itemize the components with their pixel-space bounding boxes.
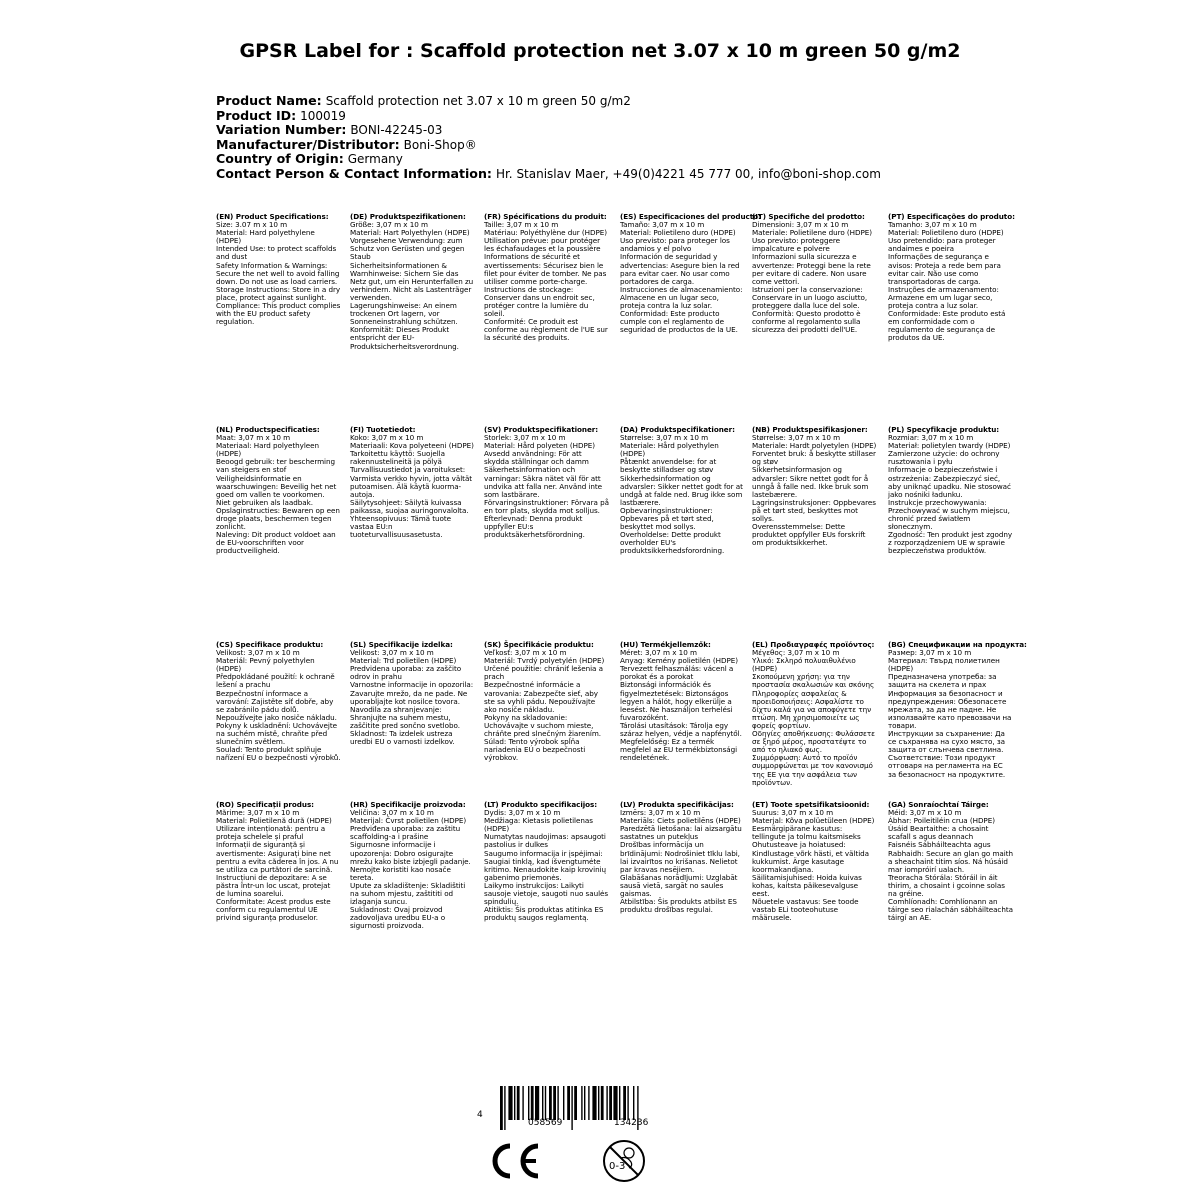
spec-line: Size: 3.07 m x 10 m [216, 220, 288, 230]
spec-line: Opbevaringsinstruktioner: Opbevares på et tørt sted, beskyttet mod sollys. [620, 505, 714, 532]
barcode-bar [609, 1086, 612, 1120]
spec-line: Forventet bruk: å beskytte stillaser og støv [752, 449, 876, 467]
spec-line: Paredzētā lietošana: lai aizsargātu sastatnes un putekļus [620, 824, 742, 842]
spec-line: Materiale: Polietilene duro (HDPE) [752, 228, 873, 238]
spec-line: Yhteensopivuus: Tämä tuote vastaa EU:n tuoteturvallisuusasetusta. [350, 514, 452, 540]
spec-line: Treoracha Stórála: Stóráil in áit thirim, a chosaint i gcoinne solas na gréine. [888, 872, 1005, 899]
spec-line: Koko: 3,07 m x 10 m [350, 433, 424, 443]
spec-line: Materiaali: Kova polyeteeni (HDPE) [350, 441, 474, 451]
spec-line: Storlek: 3,07 m x 10 m [484, 433, 566, 443]
barcode-first-digit: 4 [477, 1110, 483, 1120]
spec-line: Intended Use: to protect scaffolds and dust [216, 244, 337, 262]
spec-line: Informações de segurança e avisos: Proteja a rede bem para evitar cair. Não use como transportadoras de carga. [888, 252, 1001, 286]
info-product-id: Product ID: 100019 [216, 107, 346, 123]
spec-line: Información de seguridad y advertencias: Asegure bien la red para evitar caer. No usar como portadores de carga. [620, 252, 740, 286]
spec-line: Megfelelőség: Ez a termék megfelel az EU termékbiztonsági rendeletének. [620, 737, 738, 763]
spec-line: Velikost: 3,07 m x 10 m [350, 648, 434, 658]
spec-line: Glabāšanas norādījumi: Uzglabāt sausā vietā, sargāt no saules gaismas. [620, 872, 738, 899]
spec-line: Úsáid Beartaithe: a chosaint scafall s agus deannach [888, 824, 989, 842]
spec-block [888, 213, 1013, 343]
spec-line: Veľkosť: 3,07 m x 10 m [484, 648, 567, 658]
info-country-of-origin: Country of Origin: Germany [216, 151, 403, 167]
spec-line: Οδηγίες αποθήκευσης: Φυλάσσετε σε ξηρό μέρος, προστατέψτε το από το ηλιακό φως. [752, 729, 875, 755]
spec-line: Méid: 3,07 m x 10 m [888, 808, 962, 818]
spec-line: Instructions de stockage: Conserver dans un endroit sec, protéger contre la lumière du soleil. [484, 284, 595, 319]
age-range-text: 0-3 [609, 1161, 626, 1172]
spec-line: Pokyny na skladovanie: Uchovávajte v suchom mieste, chráňte pred slnečným žiarením. [484, 712, 602, 739]
spec-line: Veličina: 3,07 m x 10 m [350, 808, 434, 818]
spec-line: Beoogd gebruik: ter bescherming van steigers en stof [216, 457, 336, 475]
spec-line: Eesmärgipärane kasutus: tellingute ja tolmu kaitsmiseks [752, 824, 861, 842]
barcode-bar [545, 1086, 546, 1120]
spec-line: Biztonsági információk és figyelmeztetések: Biztonságos legyen a hálót, hogy elkerülje a leesést. Ne használjon terhelési fuvarozóként. [620, 680, 733, 722]
spec-line: Μέγεθος: 3,07 m x 10 m [752, 648, 840, 658]
spec-line: Tervezett felhasználás: vácenl a porokat és a porokat [620, 664, 734, 682]
spec-heading: (LV) Produkta specifikācijas: [620, 800, 734, 809]
spec-line: Sikkerhedsinformation og advarsler: Sikker nettet godt for at undgå at falde ned. Brug ikke som lastbærere. [620, 473, 743, 507]
spec-line: Säilitamisjuhised: Hoida kuivas kohas, kaitsta päikesevalguse eest. [752, 872, 862, 899]
spec-heading: (GA) Sonraíochtaí Táirge: [888, 800, 989, 809]
spec-line: Съответствие: Този продукт отговаря на регламента на ЕС за безопасност на продуктите. [888, 753, 1006, 779]
spec-line: Konformität: Dieses Produkt entspricht der EU-Produktsicherheitsverordnung. [350, 325, 459, 351]
barcode [470, 1086, 730, 1136]
barcode-bar [623, 1086, 626, 1120]
spec-line: Instrucciones de almacenamiento: Almacene en un lugar seco, proteja contra la luz solar. [620, 284, 743, 311]
spec-line: Uso previsto: para proteger los andamios y el polvo [620, 236, 730, 254]
barcode-bar [592, 1086, 596, 1120]
spec-block [350, 213, 475, 351]
spec-heading: (FR) Spécifications du produit: [484, 212, 607, 221]
spec-line: Material: Polietilenă dură (HDPE) [216, 816, 332, 826]
spec-line: Overensstemmelse: Dette produktet oppfyller EUs forskrift om produktsikkerhet. [752, 522, 866, 548]
spec-line: Predvidena uporaba: za zaščito odrov in prahu [350, 664, 462, 682]
barcode-bar [542, 1086, 543, 1120]
spec-line: Medžiaga: Kietasis polietilenas (HDPE) [484, 816, 593, 834]
spec-heading: (HU) Termékjellemzők: [620, 640, 711, 649]
spec-heading: (PT) Especificações do produto: [888, 212, 1015, 221]
spec-line: Informații de siguranță și avertismente: Asigurați bine net pentru a evita căderea în jos. A nu se utiliza ca purtători de sarcină. [216, 840, 339, 874]
spec-line: Informazioni sulla sicurezza e avvertenze: Proteggi bene la rete per evitare di cadere. Non usare come vettori. [752, 252, 871, 286]
spec-heading: (LT) Produkto specifikacijos: [484, 800, 598, 809]
spec-heading: (CS) Specifikace produktu: [216, 640, 324, 649]
barcode-bar [508, 1086, 512, 1120]
spec-block [350, 801, 475, 931]
spec-line: Materijal: Čvrst polietilen (HDPE) [350, 816, 467, 826]
spec-line: Vorgesehene Verwendung: zum Schutz von Gerüsten und gegen Staub [350, 236, 465, 262]
info-contact: Contact Person & Contact Information: Hr. Stanislav Maer, +49(0)4221 45 777 00, info@boni-shop.com [216, 165, 881, 181]
barcode-bar [601, 1086, 604, 1120]
spec-line: Materiál: Pevný polyethylen (HDPE) [216, 656, 315, 674]
spec-line: Lagringsinstruksjoner: Oppbevares på et tørt sted, beskyttes mot sollys. [752, 497, 876, 524]
spec-block [752, 213, 877, 334]
spec-line: Overholdelse: Dette produkt overholder EU's produktsikkerhedsforordning. [620, 530, 725, 556]
barcode-bar [606, 1086, 607, 1120]
info-manufacturer: Manufacturer/Distributor: Boni-Shop® [216, 136, 477, 152]
spec-heading: (HR) Specifikacije proizvoda: [350, 800, 466, 809]
spec-line: Comhlíonadh: Comhlíonann an táirge seo rialachán sábháilteachta táirgí an AE. [888, 897, 1013, 923]
spec-line: Materiāls: Ciets polietilēns (HDPE) [620, 816, 741, 826]
spec-line: Material: Polietileno duro (HDPE) [620, 228, 736, 238]
barcode-bar [567, 1086, 570, 1120]
barcode-bar [531, 1086, 534, 1120]
spec-line: Veiligheidsinformatie en waarschuwingen: Beveilig het net goed om vallen te voorkomen. Niet gebruiken als laadbak. [216, 473, 337, 507]
spec-line: Sukladnost: Ovaj proizvod zadovoljava uredbu EU-a o sigurnosti proizvoda. [350, 905, 446, 931]
spec-line: Utilizare intenționată: pentru a proteja schelele și praful [216, 824, 326, 842]
spec-line: Materiale: Hardt polyetylen (HDPE) [752, 441, 877, 451]
barcode-bar [522, 1086, 523, 1120]
spec-heading: (SL) Specifikacije izdelka: [350, 640, 453, 649]
barcode-bar [571, 1086, 572, 1130]
spec-line: Zgodność: Ten produkt jest zgodny z rozporządzeniem UE w sprawie bezpieczeństwa produktów. [888, 530, 1013, 556]
barcode-bar [535, 1086, 539, 1120]
spec-line: Informacje o bezpieczeństwie i ostrzeżenia: Zabezpieczyć sieć, aby uniknąć upadku. Nie stosować jako nośniki ładunku. [888, 465, 1011, 499]
spec-block [216, 426, 341, 556]
spec-heading: (SK) Špecifikácie produktu: [484, 640, 594, 649]
spec-line: Numatytas naudojimas: apsaugoti pastolius ir dulkes [484, 832, 606, 850]
spec-line: Bezpečnostné informácie a varovania: Zabezpečte sieť, aby ste sa vyhli pádu. Nepoužívajte ako nosiče nákladu. [484, 680, 598, 714]
spec-line: Материал: Твърд полиетилен (HDPE) [888, 656, 1000, 674]
spec-line: Dydis: 3,07 m x 10 m [484, 808, 561, 818]
spec-line: Istruzioni per la conservazione: Conservare in un luogo asciutto, proteggere dalla luce del sole. [752, 284, 868, 311]
spec-line: Anyag: Kemény polietilén (HDPE) [620, 656, 739, 666]
spec-line: Pokyny k uskladnění: Uchovávejte na suchém místě, chraňte před slunečním světlem. [216, 720, 337, 747]
spec-line: Skladnost: Ta izdelek ustreza uredbi EU o varnosti izdelkov. [350, 729, 455, 747]
spec-block [484, 641, 609, 762]
spec-line: Информация за безопасност и предупреждения: Обезопасете мрежата, за да не падне. Не използвайте като превозвачи на товари. [888, 688, 1012, 730]
barcode-bar [500, 1086, 503, 1130]
spec-line: Maat: 3,07 m x 10 m [216, 433, 291, 443]
spec-block [752, 426, 877, 547]
spec-heading: (EN) Product Specifications: [216, 212, 329, 221]
spec-line: Storage Instructions: Store in a dry place, protect against sunlight. [216, 284, 341, 302]
barcode-bar [633, 1086, 634, 1120]
spec-line: Material: Hård polyeten (HDPE) [484, 441, 596, 451]
barcode-bar [528, 1086, 529, 1120]
spec-line: Conformidad: Este producto cumple con el reglamento de seguridad de productos de la UE. [620, 309, 738, 335]
info-variation-number: Variation Number: BONI-42245-03 [216, 122, 443, 138]
spec-line: Uso pretendido: para proteger andaimes e poeira [888, 236, 996, 254]
spec-line: Informations de sécurité et avertissements: Sécurisez bien le filet pour éviter de tomber. Ne pas utiliser comme porte-charge. [484, 252, 607, 286]
spec-line: Instrukcje przechowywania: Przechowywać w suchym miejscu, chronić przed światłem słonecznym. [888, 497, 1010, 532]
barcode-bar [619, 1086, 620, 1120]
spec-line: Ohutusteave ja hoiatused: Kindlustage võrk hästi, et vältida kukkumist. Ärge kasutage koormakandjana. [752, 840, 870, 874]
spec-heading: (ET) Toote spetsifikatsioonid: [752, 800, 870, 809]
spec-line: Předpokládané použití: k ochraně lešení a prachu [216, 672, 335, 690]
barcode-bar [627, 1086, 628, 1120]
barcode-bar [553, 1086, 556, 1120]
spec-block [350, 426, 475, 539]
spec-line: Mărime: 3,07 m x 10 m [216, 808, 300, 818]
spec-line: Sikkerhetsinformasjon og advarsler: Sikre nettet godt for å unngå å falle ned. Ikke bruk som lastebærere. [752, 465, 869, 499]
barcode-bar [504, 1086, 505, 1130]
spec-line: Méret: 3,07 m x 10 m [620, 648, 697, 658]
spec-line: Πληροφορίες ασφαλείας & προειδοποιήσεις: Ασφαλίστε το δίχτυ καλά για να αποφύγετε την πτώση. Μη χρησιμοποιείτε ως φορείς φορτίων. [752, 688, 872, 730]
spec-line: Lagerungshinweise: An einem trockenen Ort lagern, vor Sonneneinstrahlung schützen. [350, 301, 458, 327]
spec-line: Предназначена употреба: за защита на скелета и прах [888, 672, 997, 690]
spec-line: Dimensioni: 3,07 m x 10 m [752, 220, 849, 230]
spec-line: Säilytysohjeet: Säilytä kuivassa paikassa, suojaa auringonvalolta. [350, 497, 469, 515]
spec-line: Σκοπούμενη χρήση: για την προστασία σκαλωσιών και σκόνης [752, 672, 875, 690]
spec-line: Atitiktis: Šis produktas atitinka ES produktų saugos reglamentą. [484, 905, 604, 923]
product-info [216, 94, 1116, 182]
spec-block [350, 641, 475, 746]
spec-heading: (PL) Specyfikacje produktu: [888, 425, 1000, 434]
spec-line: Material: Polietileno duro (HDPE) [888, 228, 1004, 238]
barcode-left-digits: 058569 [528, 1118, 563, 1128]
spec-line: Tamaño: 3,07 m x 10 m [620, 220, 705, 230]
spec-block [484, 213, 609, 343]
spec-block [888, 640, 1027, 779]
spec-line: Soulad: Tento produkt splňuje nařízení EU o bezpečnosti výrobků. [216, 745, 341, 763]
spec-heading: (NB) Produktspesifikasjoner: [752, 425, 868, 434]
spec-line: Συμμόρφωση: Αυτό το προϊόν συμμορφώνεται με τον κανονισμό της ΕΕ για την ασφάλεια των προϊόντων. [752, 753, 873, 787]
spec-line: Upute za skladištenje: Skladištiti na suhom mjestu, zaštititi od izlaganja suncu. [350, 880, 466, 907]
barcode-bar [574, 1086, 577, 1120]
ce-mark-icon [486, 1142, 542, 1184]
spec-line: Drošības informācija un brīdinājumi: Nodrošiniet tīklu labi, lai izvairītos no krišanas. Nelietot par kravas nesējiem. [620, 840, 740, 874]
spec-line: Atbilstība: Šis produkts atbilst ES produktu drošības regulai. [620, 897, 737, 915]
spec-line: Naleving: Dit product voldoet aan de EU-voorschriften voor productveiligheid. [216, 530, 336, 556]
barcode-bar [549, 1086, 552, 1120]
spec-block [216, 213, 341, 326]
barcode-bar [557, 1086, 558, 1120]
spec-heading: (IT) Specifiche del prodotto: [752, 212, 865, 221]
spec-heading: (FI) Tuotetiedot: [350, 425, 416, 434]
spec-block [484, 801, 609, 922]
spec-line: Turvallisuustiedot ja varoitukset: Varmista verkko hyvin, jotta vältät putoamisen. Älä käytä kuorma-autoja. [350, 465, 473, 499]
spec-line: Zamierzone użycie: do ochrony rusztowania i pyłu [888, 449, 1000, 467]
info-product-name: Product Name: Scaffold protection net 3.07 x 10 m green 50 g/m2 [216, 93, 631, 108]
spec-line: Materiał: polietylen twardy (HDPE) [888, 441, 1011, 451]
barcode-bar [517, 1086, 520, 1120]
spec-heading: (RO) Specificații produs: [216, 800, 314, 809]
spec-heading: (BG) Спецификации на продукта: [888, 640, 1027, 649]
spec-line: Faisnéis Sábháilteachta agus Rabhaidh: Secure an glan go maith a sheachaint titim síos. Ná húsáid mar iompróirí ualach. [888, 840, 1013, 874]
spec-line: Materiaal: Hard polyethyleen (HDPE) [216, 441, 320, 459]
barcode-bar [581, 1086, 582, 1120]
spec-line: Matériau: Polyéthylène dur (HDPE) [484, 228, 608, 238]
spec-line: Material: Hart Polyethylen (HDPE) [350, 228, 470, 238]
barcode-bar [588, 1086, 589, 1120]
spec-line: Opslaginstructies: Bewaren op een droge plaats, beschermen tegen zonlicht. [216, 505, 340, 532]
page-title: GPSR Label for : Scaffold protection net 3.07 x 10 m green 50 g/m2 [239, 40, 961, 62]
spec-line: Υλικό: Σκληρό πολυαιθυλένιο (HDPE) [752, 656, 856, 674]
spec-line: Conformità: Questo prodotto è conforme al regolamento sulla sicurezza dei prodotti dell'UE. [752, 309, 861, 335]
spec-line: Efterlevnad: Denna produkt uppfyller EU:s produktsäkerhetsförordning. [484, 514, 585, 540]
spec-line: Инструкции за съхранение: Да се съхранява на сухо място, за защита от слънчева светлина. [888, 729, 1005, 755]
spec-line: Tarkoitettu käyttö: Suojella rakennustelineitä ja pölyä [350, 449, 445, 467]
spec-block [620, 801, 745, 914]
spec-block [752, 641, 877, 787]
spec-line: Säkerhetsinformation och varningar: Säkra nätet väl för att undvika att falla ner. Använd inte som lastbärare. [484, 465, 603, 499]
spec-line: Predviđena uporaba: za zaštitu scaffolding-a i prašine [350, 824, 461, 842]
spec-heading: (EL) Προδιαγραφές προϊόντος: [752, 640, 875, 649]
spec-heading: (SV) Produktspecifikationer: [484, 425, 599, 434]
spec-line: Размер: 3,07 m x 10 m [888, 648, 972, 658]
spec-line: Safety Information & Warnings: Secure the net well to avoid falling down. Do not use as load carriers. [216, 260, 340, 286]
age-0-3-warning-icon [601, 1138, 647, 1188]
spec-block [888, 801, 1013, 922]
spec-line: Uso previsto: proteggere impalcature e polvere [752, 236, 840, 254]
spec-line: Rozmiar: 3,07 m x 10 m [888, 433, 974, 443]
barcode-right-digits: 134236 [614, 1118, 649, 1128]
spec-line: Suurus: 3,07 m x 10 m [752, 808, 834, 818]
spec-heading: (DE) Produktspezifikationen: [350, 212, 466, 221]
spec-line: Nõuetele vastavus: See toode vastab ELi tooteohutuse määrusele. [752, 897, 859, 923]
spec-block [216, 641, 341, 762]
spec-line: Conformité: Ce produit est conforme au règlement de l'UE sur la sécurité des produits. [484, 317, 608, 343]
spec-line: Taille: 3,07 m x 10 m [484, 220, 559, 230]
spec-line: Tárolási utasítások: Tárolja egy száraz helyen, védje a napfénytől. [620, 720, 742, 739]
spec-line: Laikymo instrukcijos: Laikyti sausoje vietoje, saugoti nuo saulės spindulių. [484, 880, 609, 907]
spec-line: Størrelse: 3,07 m x 10 m [620, 433, 709, 443]
spec-block [620, 641, 745, 762]
barcode-bar [514, 1086, 515, 1120]
spec-line: Størrelse: 3,07 m x 10 m [752, 433, 841, 443]
spec-line: Material: Hard polyethylene (HDPE) [216, 228, 315, 246]
spec-line: Materjal: Kõva polüetüleen (HDPE) [752, 816, 875, 826]
spec-line: Conformitate: Acest produs este conform cu regulamentul UE privind siguranța produselor. [216, 897, 331, 923]
spec-line: Förvaringsinstruktioner: Förvara på en torr plats, skydda mot solljus. [484, 497, 609, 515]
spec-line: Conformidade: Este produto está em conformidade com o regulamento de segurança de produtos da UE. [888, 309, 1006, 343]
spec-line: Materiál: Tvrdý polyetylén (HDPE) [484, 656, 605, 666]
spec-block [484, 426, 609, 539]
spec-line: Navodila za shranjevanje: Shranjujte na suhem mestu, zaščitite pred sončno svetlobo. [350, 704, 460, 730]
barcode-bar [563, 1086, 564, 1120]
spec-line: Utilisation prévue: pour protéger les échafaudages et la poussière [484, 236, 601, 254]
spec-line: Tamanho: 3,07 m x 10 m [888, 220, 977, 230]
spec-line: Izmērs: 3,07 m x 10 m [620, 808, 701, 818]
spec-block [620, 212, 761, 335]
spec-line: Avsedd användning: För att skydda ställningar och damm [484, 449, 589, 467]
spec-line: Påtænkt anvendelse: for at beskytte stilladser og støv [620, 457, 717, 475]
spec-line: Bezpečnostní informace a varování: Zajistěte síť dobře, aby se zabránilo pádu dolů. Nepoužívejte jako nosiče nákladu. [216, 688, 337, 722]
barcode-bars [470, 1086, 730, 1136]
spec-heading: (DA) Produktspecifikationer: [620, 425, 735, 434]
spec-line: Saugumo informacija ir įspėjimai: Saugiai tinklą, kad išvengtumėte kritimo. Nenaudokite kaip krovinių gabenimo priemonės. [484, 848, 607, 882]
spec-line: Sicherheitsinformationen & Warnhinweise: Sichern Sie das Netz gut, um ein Herunterfallen zu verhindern. Nicht als Lastenträger verwenden. [350, 260, 474, 302]
spec-line: Velikost: 3,07 m x 10 m [216, 648, 300, 658]
spec-line: Súlad: Tento výrobok spĺňa nariadenia EÚ o bezpečnosti výrobkov. [484, 737, 586, 763]
barcode-bar [598, 1086, 599, 1120]
spec-block [888, 426, 1013, 556]
spec-line: Varnostne informacije in opozorila: Zavarujte mrežo, da ne pade. Ne uporabljajte kot nosilce tovora. [350, 680, 474, 706]
spec-line: Určené použitie: chrániť lešenia a prach [484, 664, 603, 682]
spec-line: Materiale: Hård polyethylen (HDPE) [620, 441, 719, 459]
spec-block [752, 801, 877, 922]
spec-block [216, 801, 341, 922]
spec-line: Instruções de armazenamento: Armazene em um lugar seco, proteja contra a luz solar. [888, 284, 999, 311]
spec-line: Ábhar: Poileitiléin crua (HDPE) [888, 816, 995, 826]
spec-line: Compliance: This product complies with the EU product safety regulation. [216, 301, 341, 327]
barcode-bar [584, 1086, 585, 1120]
spec-heading: (NL) Productspecificaties: [216, 425, 320, 434]
spec-line: Sigurnosne informacije i upozorenja: Dobro osigurajte mrežu kako biste izbjegli padanje. Nemojte koristiti kao nosače tereta. [350, 840, 471, 882]
spec-block [620, 426, 745, 556]
spec-line: Instrucțiuni de depozitare: A se păstra într-un loc uscat, protejat de lumina soarelui. [216, 872, 331, 899]
spec-line: Material: Trd polietilen (HDPE) [350, 656, 457, 666]
spec-line: Größe: 3,07 m x 10 m [350, 220, 428, 230]
spec-heading: (ES) Especificaciones del producto: [620, 212, 761, 221]
barcode-bar [613, 1086, 617, 1120]
